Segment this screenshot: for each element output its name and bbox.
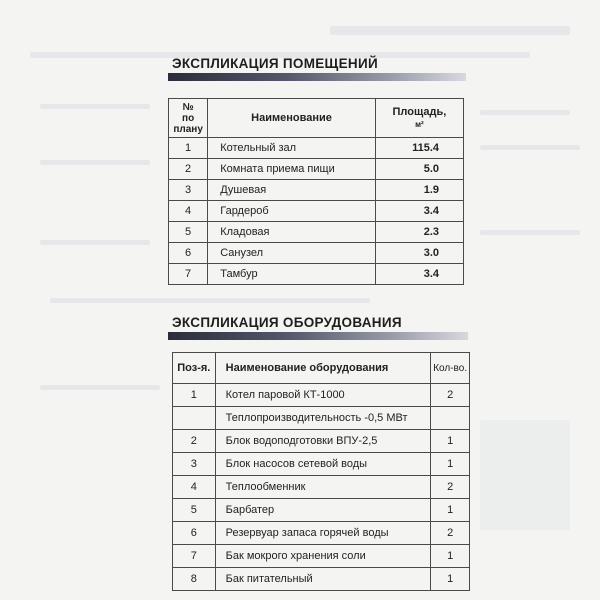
table-row	[173, 499, 470, 522]
equipment-position: 8	[173, 568, 216, 591]
table-row	[169, 180, 464, 201]
room-number: 3	[169, 180, 208, 201]
rooms-title-bar	[168, 73, 466, 81]
table-row	[169, 201, 464, 222]
table-row	[173, 545, 470, 568]
equipment-position: 6	[173, 522, 216, 545]
equipment-name: Резервуар запаса горячей воды	[215, 522, 431, 545]
equipment-name: Бак питательный	[215, 568, 431, 591]
room-number: 6	[169, 243, 208, 264]
equipment-name: Блок водоподготовки ВПУ-2,5	[215, 430, 431, 453]
room-name: Гардероб	[208, 201, 376, 222]
room-number: 1	[169, 138, 208, 159]
equipment-section-title: ЭКСПЛИКАЦИЯ ОБОРУДОВАНИЯ	[172, 315, 402, 330]
table-row	[169, 159, 464, 180]
bleed-through-text	[40, 240, 150, 245]
rooms-section-title: ЭКСПЛИКАЦИЯ ПОМЕЩЕНИЙ	[172, 56, 378, 71]
room-name: Душевая	[208, 180, 376, 201]
table-row	[173, 407, 470, 430]
equipment-position: 4	[173, 476, 216, 499]
table-row	[173, 522, 470, 545]
equipment-position: 3	[173, 453, 216, 476]
equipment-header-quantity: Кол-во.	[431, 353, 470, 384]
room-area: 1.9	[375, 180, 463, 201]
table-row	[169, 222, 464, 243]
equipment-name: Котел паровой КТ-1000	[215, 384, 431, 407]
bleed-through-text	[40, 160, 150, 165]
equipment-header-row	[173, 353, 470, 384]
room-number: 4	[169, 201, 208, 222]
table-row	[173, 476, 470, 499]
table-row	[173, 384, 470, 407]
equipment-quantity: 2	[431, 476, 470, 499]
rooms-header-name: Наименование	[208, 99, 376, 138]
room-area: 3.4	[375, 264, 463, 285]
bleed-through-text	[330, 26, 570, 35]
table-row	[173, 568, 470, 591]
room-name: Котельный зал	[208, 138, 376, 159]
bleed-through-text	[480, 110, 570, 115]
room-name: Комната приема пищи	[208, 159, 376, 180]
bleed-through-text	[480, 230, 580, 235]
equipment-title-bar	[168, 332, 468, 340]
equipment-name: Блок насосов сетевой воды	[215, 453, 431, 476]
equipment-quantity: 1	[431, 499, 470, 522]
table-row	[169, 138, 464, 159]
room-area: 3.4	[375, 201, 463, 222]
bleed-through-text	[40, 385, 160, 390]
equipment-quantity: 1	[431, 545, 470, 568]
room-name: Санузел	[208, 243, 376, 264]
bleed-through-text	[480, 145, 580, 150]
room-area: 3.0	[375, 243, 463, 264]
equipment-name: Бак мокрого хранения соли	[215, 545, 431, 568]
equipment-quantity: 1	[431, 453, 470, 476]
equipment-position: 2	[173, 430, 216, 453]
equipment-position: 1	[173, 384, 216, 407]
table-row	[173, 453, 470, 476]
equipment-quantity: 1	[431, 430, 470, 453]
equipment-name: Барбатер	[215, 499, 431, 522]
equipment-name: Теплообменник	[215, 476, 431, 499]
equipment-position	[173, 407, 216, 430]
equipment-quantity: 1	[431, 568, 470, 591]
room-number: 7	[169, 264, 208, 285]
room-area: 5.0	[375, 159, 463, 180]
equipment-quantity: 2	[431, 522, 470, 545]
equipment-table	[172, 352, 470, 591]
equipment-position: 5	[173, 499, 216, 522]
room-area: 115.4	[375, 138, 463, 159]
rooms-header-area: Площадь, м²	[375, 99, 463, 138]
room-name: Кладовая	[208, 222, 376, 243]
room-name: Тамбур	[208, 264, 376, 285]
bleed-through-text	[480, 420, 570, 530]
equipment-quantity: 2	[431, 384, 470, 407]
rooms-header-row	[169, 99, 464, 138]
table-row	[169, 243, 464, 264]
table-row	[169, 264, 464, 285]
equipment-header-position: Поз-я.	[173, 353, 216, 384]
room-number: 5	[169, 222, 208, 243]
equipment-quantity	[431, 407, 470, 430]
equipment-header-name: Наименование оборудования	[215, 353, 431, 384]
room-area: 2.3	[375, 222, 463, 243]
bleed-through-text	[50, 298, 370, 303]
equipment-position: 7	[173, 545, 216, 568]
room-number: 2	[169, 159, 208, 180]
bleed-through-text	[40, 104, 150, 109]
rooms-table	[168, 98, 464, 285]
equipment-name: Теплопроизводительность -0,5 МВт	[215, 407, 431, 430]
table-row	[173, 430, 470, 453]
rooms-header-number: № по плану	[169, 99, 208, 138]
